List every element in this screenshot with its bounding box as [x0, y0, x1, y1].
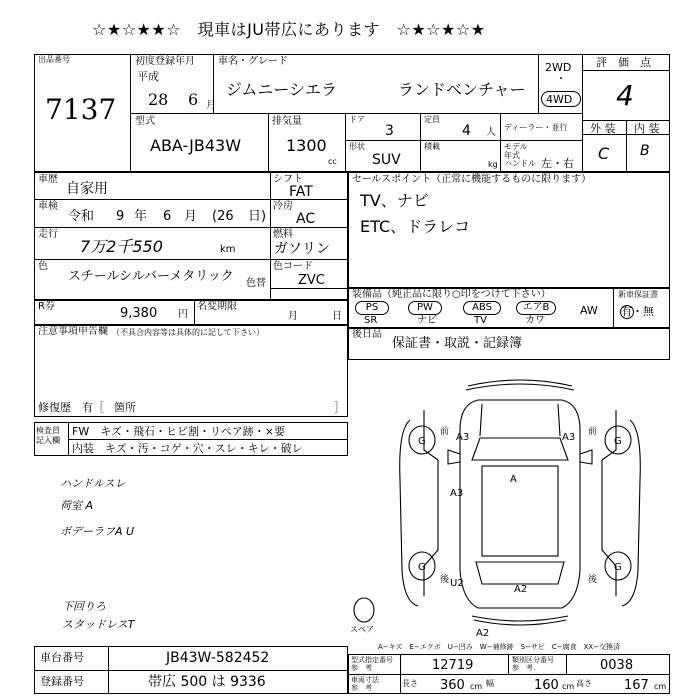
equip-aw: AW — [580, 304, 598, 317]
cm-unit-3: cm — [654, 682, 667, 691]
kg-unit: kg — [488, 160, 498, 169]
equip-bottom-3: カワ — [525, 315, 545, 326]
diag-mark-11: スペア — [350, 625, 374, 634]
equip-pill-2: ABS — [463, 301, 501, 315]
diag-mark-7: G — [418, 436, 426, 447]
repair-value: 有［ — [82, 401, 104, 414]
width: 160 — [534, 678, 559, 693]
recycle-label: R券 — [38, 301, 55, 312]
insp-day: (26 — [212, 209, 234, 224]
equip-label: 装備品（純正品に限り○印をつけて下さい） — [352, 289, 551, 300]
era: 平成 — [137, 70, 159, 83]
history-label: 車歴 — [38, 174, 58, 185]
reg-month: 6 — [188, 90, 199, 109]
class-number: 0038 — [600, 658, 634, 673]
repair-label: 修復歴 — [38, 401, 71, 414]
insp-month-unit: 月 — [184, 209, 198, 224]
nc-month-unit: 月 — [288, 311, 298, 322]
reg-label: 登録番号 — [40, 675, 84, 688]
width-label: 幅 — [486, 679, 494, 688]
cm-unit-2: cm — [562, 682, 575, 691]
mileage: 7万2千550 — [80, 237, 163, 256]
cc-unit: cc — [328, 157, 337, 166]
color-change-label: 色替 — [246, 278, 266, 289]
color: スチールシルバーメタリック — [68, 269, 234, 284]
model-year-label: モデル 年式 — [504, 142, 528, 160]
height-label: 高さ — [576, 679, 592, 688]
recycle-frame — [34, 300, 348, 325]
equip-bottom-1: ナビ — [417, 315, 437, 326]
length-label: 長さ — [402, 679, 418, 688]
fuel-label: 燃料 — [273, 229, 293, 240]
note-0: ハンドルスレ — [60, 477, 126, 490]
person-unit: 人 — [486, 127, 496, 138]
diag-mark-6: A — [510, 474, 517, 485]
diag-mark-8: G — [614, 436, 622, 447]
warning-note: （不具合内容等は具体的に記して下さい） — [112, 328, 264, 337]
color-label: 色 — [38, 261, 48, 272]
note-4: スタッドレスT — [62, 618, 135, 631]
diag-mark-14: 後 — [440, 575, 450, 585]
displacement: 1300 — [286, 136, 327, 155]
repair-unit: 箇所 — [114, 401, 136, 414]
diag-mark-1: A3 — [450, 488, 464, 499]
diag-mark-10: G — [614, 562, 622, 573]
score: 4 — [616, 79, 634, 112]
ac-label: 冷房 — [273, 201, 293, 212]
ac: AC — [296, 211, 316, 227]
handle-label: ハンドル — [504, 159, 536, 168]
header-banner: ☆★☆★★☆ 現車はJU帯広にあります ☆★☆★☆★ — [92, 20, 486, 39]
height: 167 — [624, 678, 649, 693]
int-label: 内 装 — [634, 122, 660, 135]
grade: ランドベンチャー — [398, 80, 526, 99]
ext-label: 外 装 — [590, 122, 616, 135]
repair-close: ］ — [334, 401, 345, 414]
diag-mark-4: A2 — [476, 628, 490, 639]
ext-grade: C — [598, 144, 610, 163]
day-unit: 日) — [248, 209, 267, 224]
int-grade: B — [640, 143, 650, 159]
handle: 左・右 — [541, 157, 574, 170]
equip-pill-3: エアB — [516, 301, 556, 315]
extra: 保証書・取説・記録簿 — [392, 336, 523, 351]
length: 360 — [440, 678, 465, 693]
size-label: 車両寸法 参 考 — [351, 676, 379, 692]
sales-label: セールスポイント（正常に機能するものに限ります） — [352, 174, 592, 185]
warranty-label: 新車保証書 — [618, 290, 658, 299]
drive-dot: ・ — [556, 74, 566, 85]
shape: SUV — [372, 152, 401, 168]
model-label: 車名・グレード — [218, 56, 288, 67]
sales-line2: ETC、ドラレコ — [360, 217, 471, 236]
displacement-label: 排気量 — [272, 116, 302, 127]
year-unit: 年 — [134, 209, 148, 224]
drive-4wd: 4WD — [546, 93, 573, 106]
equip-pill-1: PW — [408, 301, 442, 315]
diag-mark-13: 前 — [588, 427, 598, 437]
recycle: 9,380 — [120, 306, 158, 321]
type-label: 型式 — [135, 116, 155, 127]
type-designation-label: 型式指定番号 参 考 — [351, 656, 393, 672]
lot-number: 7137 — [45, 93, 117, 126]
diag-mark-0: A3 — [456, 432, 470, 443]
cm-unit-1: cm — [470, 682, 483, 691]
score-label: 評 価 点 — [596, 56, 651, 69]
shape-label: 形状 — [349, 142, 365, 151]
chassis-label: 車台番号 — [40, 651, 84, 664]
check-in: 内装 キズ・汚・コゲ・穴・スレ・キレ・破レ — [72, 442, 303, 455]
recycle-unit: 円 — [178, 309, 188, 320]
door-label: ドア — [349, 115, 365, 124]
dealer-label: ディーラー・並行 — [504, 123, 568, 132]
history: 自家用 — [66, 181, 108, 197]
first-reg-label: 初度登録年月 — [135, 56, 195, 67]
nc-day-unit: 日 — [332, 311, 342, 322]
doors: 3 — [385, 123, 394, 139]
shift: FAT — [289, 184, 313, 200]
damage-legend: A−キズ E−エクボ U−凹み W−補修跡 S−サビ C−腐食 XX−交換済 — [378, 643, 621, 651]
type-designation: 12719 — [432, 658, 474, 673]
color-code-label: 色コード — [273, 261, 313, 272]
shift-label: シフト — [273, 174, 303, 185]
diag-mark-12: 前 — [440, 427, 450, 437]
warranty: 有・無 — [621, 305, 654, 318]
chassis: JB43W-582452 — [166, 650, 270, 666]
drive-2wd: 2WD — [545, 61, 572, 74]
fuel: ガソリン — [274, 241, 330, 257]
equip-bottom-0: SR — [364, 315, 378, 326]
reg-year: 28 — [148, 90, 169, 109]
note-1: 荷室 A — [60, 499, 94, 512]
insp-month: 6 — [163, 209, 172, 224]
class-label: 類別区分番号 参 考 — [512, 656, 554, 672]
mileage-label: 走行 — [38, 229, 58, 240]
inspection-label: 車検 — [38, 201, 58, 212]
name-change-label: 名変期限 — [197, 301, 237, 312]
extra-label: 後日品 — [352, 329, 382, 340]
note-2: ボデーラフA U — [60, 525, 135, 538]
capacity-label: 定員 — [424, 115, 440, 124]
type-code: ABA-JB43W — [150, 136, 242, 155]
note-3: 下回りろ — [62, 600, 106, 613]
month-unit: 月 — [206, 100, 216, 111]
diag-mark-5: U2 — [450, 578, 464, 589]
equip-bottom-2: TV — [474, 315, 487, 326]
warning-label: 注意事項申告欄 — [38, 326, 108, 337]
car-diagram — [350, 370, 650, 640]
capacity: 4 — [462, 123, 471, 139]
load-label: 積載 — [424, 142, 440, 151]
reg-number: 帯広 500 は 9336 — [148, 674, 266, 690]
lot-label: 出品番号 — [38, 55, 70, 64]
color-code: ZVC — [298, 273, 325, 288]
equip-pill-0: PS — [355, 301, 389, 315]
km-unit: km — [220, 244, 236, 255]
check-fw: FW キズ・飛石・ヒビ割・リペア跡・×要 — [72, 425, 285, 438]
car-name: ジムニーシエラ — [226, 80, 338, 99]
sales-line1: TV、ナビ — [360, 191, 429, 210]
diag-mark-3: A2 — [514, 584, 528, 595]
inspector-label: 検査員 記入欄 — [36, 426, 60, 445]
inspection-era: 令和 — [68, 209, 95, 224]
diag-mark-2: A3 — [562, 432, 576, 443]
insp-year: 9 — [116, 209, 125, 224]
diag-mark-15: 後 — [588, 575, 598, 585]
diag-mark-9: G — [418, 562, 426, 573]
